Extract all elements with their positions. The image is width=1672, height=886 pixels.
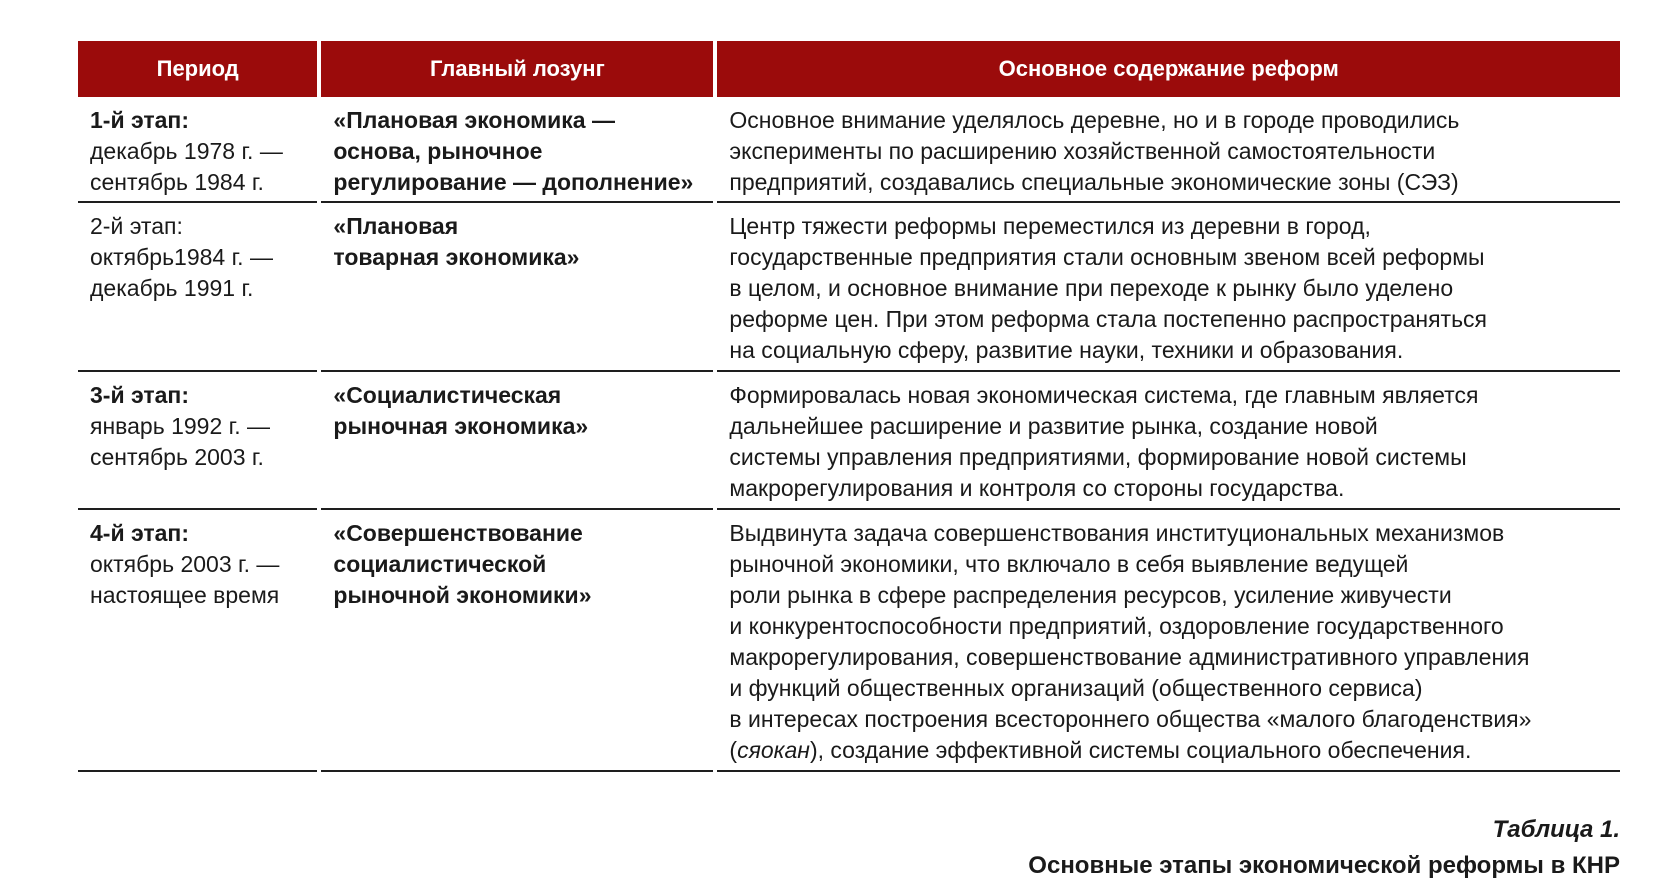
period-line: октябрь 2003 г. — — [90, 551, 280, 577]
stage-label: 3-й этап: — [90, 382, 189, 408]
header-slogan: Главный лозунг — [321, 41, 713, 97]
content-line: эксперименты по расширению хозяйственной самостоятельности — [729, 138, 1436, 164]
slogan-cell — [321, 510, 713, 772]
content-line: роли рынка в сфере распределения ресурсов, усиление живучести — [729, 582, 1452, 608]
paren-open: ( — [729, 737, 738, 763]
content-cell — [717, 510, 1620, 772]
period-cell — [78, 372, 317, 510]
slogan-line: «Совершенствование — [333, 520, 583, 546]
content-line: в интересах построения всестороннего общества «малого благоденствия» — [729, 706, 1532, 732]
caption-label: Таблица 1. — [1492, 816, 1620, 843]
content-line: в целом, и основное внимание при переходе к рынку было уделено — [729, 275, 1454, 301]
stage-label: 1-й этап: — [90, 107, 189, 133]
slogan-line: регулирование — дополнение» — [333, 169, 694, 195]
content-line — [729, 735, 1608, 766]
slogan-line: «Плановая экономика — — [333, 107, 615, 133]
period-line: сентябрь 2003 г. — [90, 444, 264, 470]
content-line: Основное внимание уделялось деревне, но и в городе проводились — [729, 107, 1460, 133]
header-content: Основное содержание реформ — [717, 41, 1620, 97]
slogan-line: социалистической — [333, 551, 547, 577]
content-line: предприятий, создавались специальные экономические зоны (СЭЗ) — [729, 169, 1459, 195]
slogan-line: товарная экономика» — [333, 244, 580, 270]
caption-title: Основные этапы экономической реформы в КНР — [1028, 852, 1620, 879]
content-cell — [717, 372, 1620, 510]
content-line: на социальную сферу, развитие науки, техники и образования. — [729, 337, 1404, 363]
table-header-row — [78, 41, 1620, 97]
table-row — [78, 372, 1620, 510]
table-caption — [1028, 812, 1620, 884]
period-cell — [78, 97, 317, 203]
period-line: декабрь 1978 г. — — [90, 138, 283, 164]
header-period: Период — [78, 41, 317, 97]
content-line: Выдвинута задача совершенствования институциональных механизмов — [729, 520, 1505, 546]
content-line: Центр тяжести реформы переместился из деревни в город, — [729, 213, 1371, 239]
xiaokang-term: сяокан — [737, 737, 810, 763]
slogan-line: «Плановая — [333, 213, 459, 239]
slogan-cell — [321, 203, 713, 372]
content-line: реформе цен. При этом реформа стала постепенно распространяться — [729, 306, 1488, 332]
content-line: государственные предприятия стали основным звеном всей реформы — [729, 244, 1485, 270]
content-line: макрорегулирования, совершенствование административного управления — [729, 644, 1530, 670]
reform-stages-table — [78, 41, 1620, 772]
content-line: и функций общественных организаций (общественного сервиса) — [729, 675, 1423, 701]
content-line: Формировалась новая экономическая система, где главным является — [729, 382, 1479, 408]
content-line-rest: ), создание эффективной системы социального обеспечения. — [809, 737, 1472, 763]
period-line: декабрь 1991 г. — [90, 275, 254, 301]
slogan-line: «Социалистическая — [333, 382, 562, 408]
content-line: системы управления предприятиями, формирование новой системы — [729, 444, 1467, 470]
content-line: рыночной экономики, что включало в себя выявление ведущей — [729, 551, 1409, 577]
table-row — [78, 510, 1620, 772]
period-line: октябрь1984 г. — — [90, 244, 273, 270]
content-line: дальнейшее расширение и развитие рынка, создание новой — [729, 413, 1378, 439]
stage-label: 4-й этап: — [90, 520, 189, 546]
slogan-cell — [321, 97, 713, 203]
slogan-cell — [321, 372, 713, 510]
period-line: январь 1992 г. — — [90, 413, 270, 439]
slogan-line: рыночная экономика» — [333, 413, 589, 439]
content-line: макрорегулирования и контроля со стороны государства. — [729, 475, 1345, 501]
slogan-line: рыночной экономики» — [333, 582, 592, 608]
content-cell — [717, 203, 1620, 372]
period-line: сентябрь 1984 г. — [90, 169, 264, 195]
table-row — [78, 203, 1620, 372]
period-cell — [78, 510, 317, 772]
period-cell — [78, 203, 317, 372]
stage-label: 2-й этап: — [90, 213, 183, 239]
period-line: настоящее время — [90, 582, 280, 608]
table-row — [78, 97, 1620, 203]
content-cell — [717, 97, 1620, 203]
content-line: и конкурентоспособности предприятий, оздоровление государственного — [729, 613, 1504, 639]
slogan-line: основа, рыночное — [333, 138, 543, 164]
